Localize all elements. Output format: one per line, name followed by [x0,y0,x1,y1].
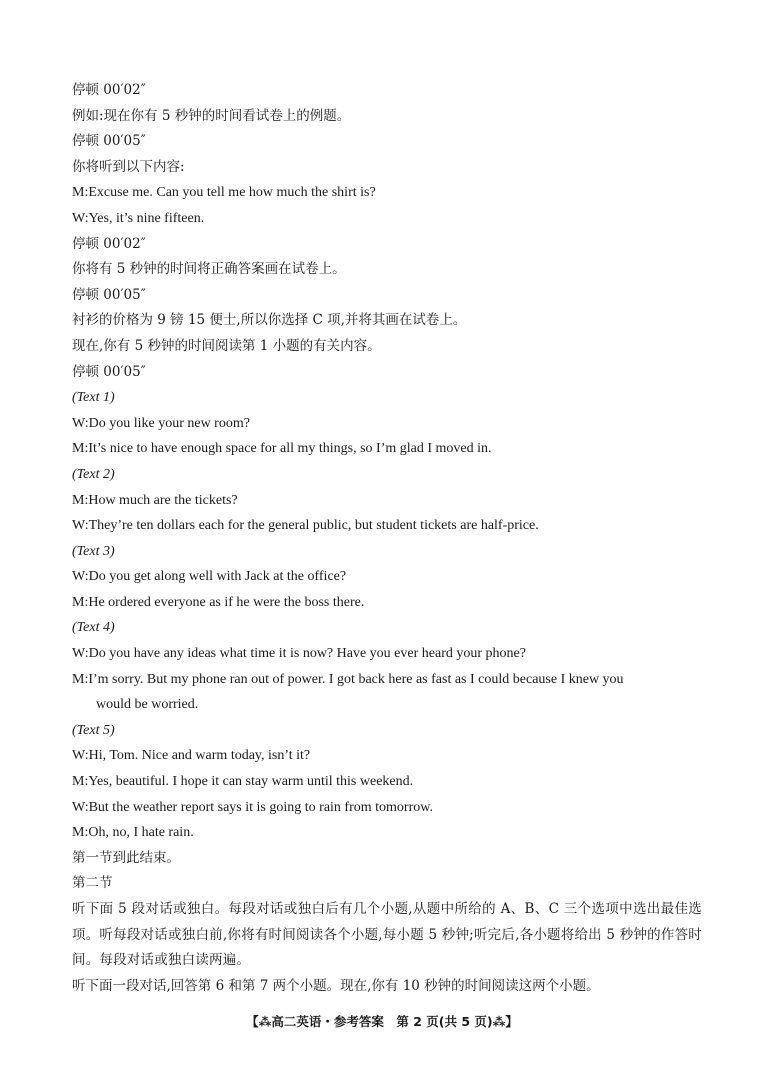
text-line: 衬衫的价格为 9 镑 15 便士,所以你选择 C 项,并将其画在试卷上。 [72,312,467,329]
section-end-line: 第一节到此结束。 [72,849,180,866]
dialogue-line: W:They’re ten dollars each for the general public, but student tickets are half-price. [72,518,539,534]
text-line: 现在,你有 5 秒钟的时间阅读第 1 小题的有关内容。 [72,337,381,354]
text-heading: (Text 3) [72,543,115,559]
pause-line: 停顿 00′05″ [72,133,146,150]
dialogue-line: W:Do you get along well with Jack at the office? [72,569,347,585]
dialogue-line: M:How much are the tickets? [72,492,238,508]
page-footer: 【⁂高二英语・参考答案 第 2 页(共 5 页)⁂】 [246,1014,518,1029]
dialogue-line: M:It’s nice to have enough space for all my things, so I’m glad I moved in. [72,441,492,457]
text-line: 你将有 5 秒钟的时间将正确答案画在试卷上。 [72,261,346,278]
dialogue-line: W:Do you like your new room? [72,415,250,431]
dialogue-line: M:Oh, no, I hate rain. [72,825,194,841]
pause-line: 停顿 00′05″ [72,363,146,380]
text-line: 听下面一段对话,回答第 6 和第 7 两个小题。现在,你有 10 秒钟的时间阅读这两个小题。 [72,977,600,994]
text-body [72,78,702,999]
dialogue-line: W:Do you have any ideas what time it is now? Have you ever heard your phone? [72,646,526,662]
text-heading: (Text 5) [72,722,115,738]
text-heading: (Text 4) [72,620,115,636]
text-line: 例如:现在你有 5 秒钟的时间看试卷上的例题。 [72,107,351,124]
dialogue-line-continued: would be worried. [96,697,199,713]
dialogue-line: W:Hi, Tom. Nice and warm today, isn’t it? [72,748,311,764]
section-instructions: 听下面 5 段对话或独白。每段对话或独白后有几个小题,从题中所给的 A、B、C 三个选项中选出最佳选项。听每段对话或独白前,你将有时间阅读各个小题,每小题 5 秒钟;听完后,各小题将给出 5 秒钟的作答时间。每段对话或独白读两遍。 [72,901,702,969]
dialogue-line: W:But the weather report says it is going to rain from tomorrow. [72,799,433,815]
pause-line: 停顿 00′05″ [72,286,146,303]
text-line: 你将听到以下内容: [72,158,185,175]
dialogue-line: M:I’m sorry. But my phone ran out of power. I got back here as fast as I could because I knew you [72,671,624,687]
text-heading: (Text 2) [72,466,115,482]
dialogue-line: M:Yes, beautiful. I hope it can stay warm until this weekend. [72,774,414,790]
dialogue-line: W:Yes, it’s nine fifteen. [72,210,205,226]
text-heading: (Text 1) [72,390,115,406]
dialogue-line: M:Excuse me. Can you tell me how much the shirt is? [72,185,376,201]
pause-line: 停顿 00′02″ [72,82,146,98]
dialogue-line: M:He ordered everyone as if he were the boss there. [72,594,365,610]
pause-line: 停顿 00′02″ [72,235,146,252]
section-heading: 第二节 [72,875,113,892]
